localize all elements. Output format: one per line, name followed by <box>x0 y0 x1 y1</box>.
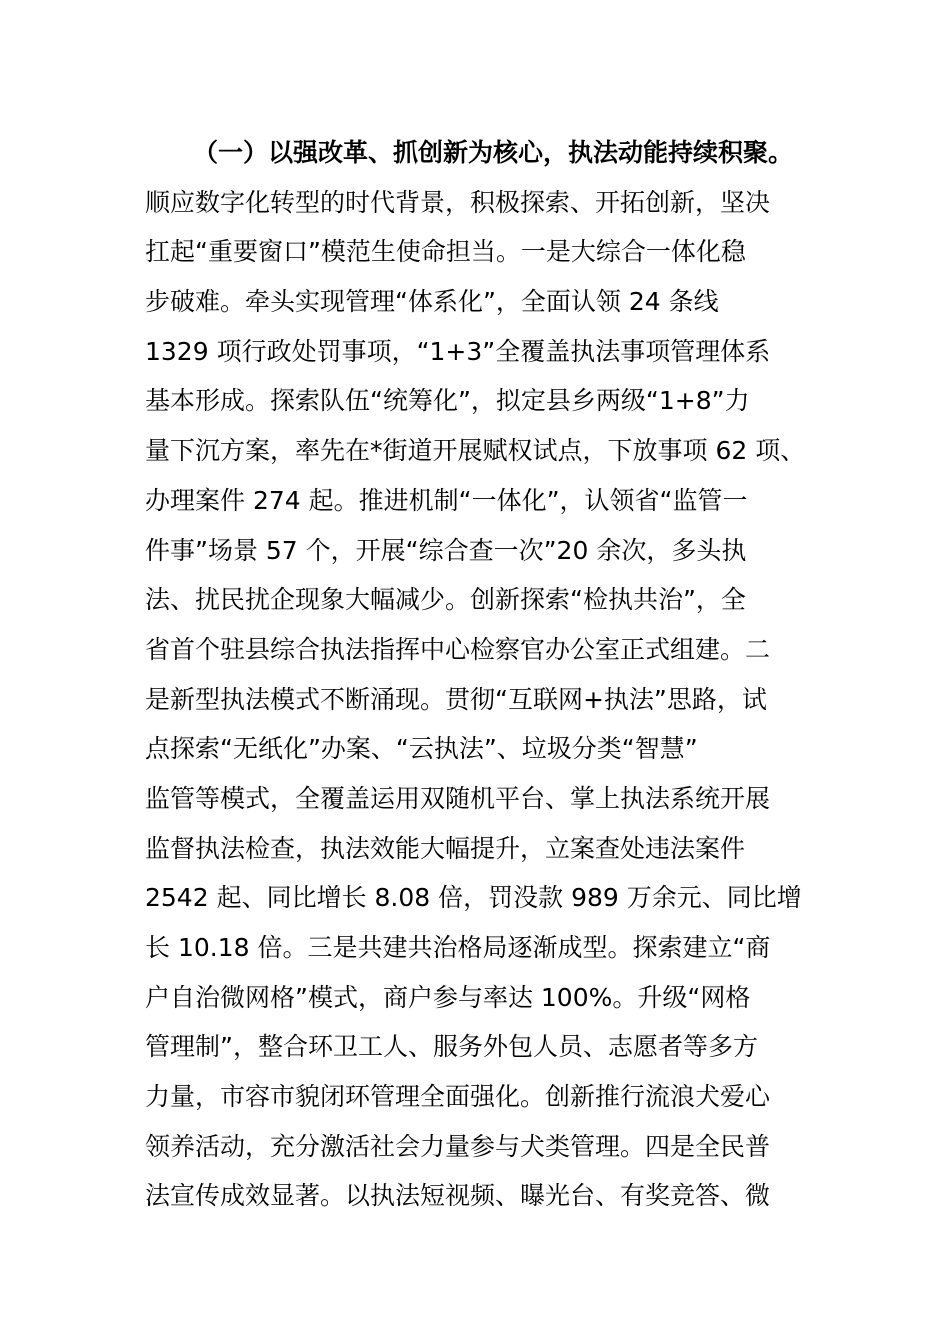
text-line: 是新型执法模式不断涌现。贯彻“互联网+执法”思路，试 <box>145 684 767 714</box>
text-line: 办理案件 274 起。推进机制“一体化”，认领省“监管一 <box>145 485 748 515</box>
text-line: 1329 项行政处罚事项，“1+3”全覆盖执法事项管理体系 <box>145 336 771 366</box>
text-line: 件事”场景 57 个，开展“综合查一次”20 余次，多头执 <box>145 535 747 565</box>
text-line: 管理制”，整合环卫工人、服务外包人员、志愿者等多方 <box>145 1032 758 1062</box>
text-line: 长 10.18 倍。三是共建共治格局逐渐成型。探索建立“商 <box>145 933 771 962</box>
text-line: 领养活动，充分激活社会力量参与犬类管理。四是全民普 <box>145 1131 771 1161</box>
text-line: 量下沉方案，率先在*街道开展赋权试点，下放事项 62 项、 <box>145 436 806 466</box>
text-line: 省首个驻县综合执法指挥中心检察官办公室正式组建。二 <box>145 634 771 664</box>
text-line: 2542 起、同比增长 8.08 倍，罚没款 989 万余元、同比增 <box>145 883 802 913</box>
text-line: 法、扰民扰企现象大幅减少。创新探索“检执共治”，全 <box>145 585 746 615</box>
text-line: 户自治微网格”模式，商户参与率达 100%。升级“网格 <box>145 982 751 1012</box>
text-line: 步破难。牵头实现管理“体系化”，全面认领 24 条线 <box>145 287 719 317</box>
text-line: 监管等模式，全覆盖运用双随机平台、掌上执法系统开展 <box>145 783 771 813</box>
text-line: 扛起“重要窗口”模范生使命担当。一是大综合一体化稳 <box>145 237 746 267</box>
text-line: 力量，市容市貌闭环管理全面强化。创新推行流浪犬爱心 <box>145 1082 771 1112</box>
body-text <box>145 128 825 1221</box>
text-line: 监督执法检查，执法效能大幅提升，立案查处违法案件 <box>145 833 746 863</box>
text-line: 基本形成。探索队伍“统筹化”，拟定县乡两级“1+8”力 <box>145 386 750 416</box>
text-line: 顺应数字化转型的时代背景，积极探索、开拓创新，坚决 <box>145 187 771 217</box>
text-line: 点探索“无纸化”办案、“云执法”、垃圾分类“智慧” <box>145 734 698 764</box>
section-heading: （一）以强改革、抓创新为核心，执法动能持续积聚。 <box>193 138 794 167</box>
text-line: 法宣传成效显著。以执法短视频、曝光台、有奖竞答、微 <box>145 1181 771 1211</box>
